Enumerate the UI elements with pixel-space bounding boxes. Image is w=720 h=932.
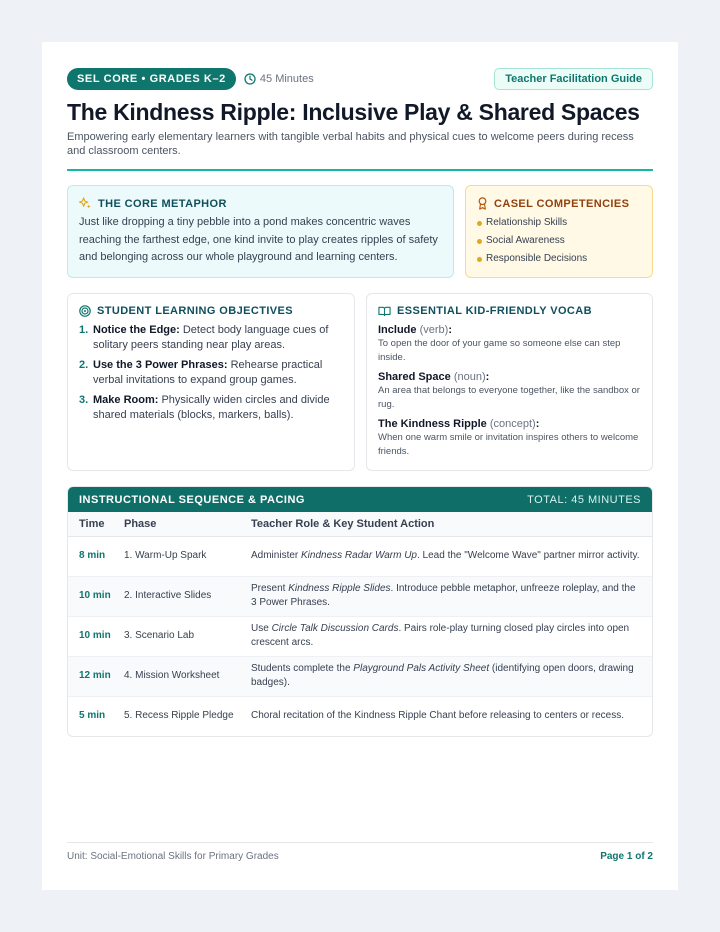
- divider: [67, 169, 653, 171]
- sequence-header: INSTRUCTIONAL SEQUENCE & PACING TOTAL: 45 MINUTES: [68, 487, 652, 512]
- table-row: 12 min 4. Mission Worksheet Students complete the Playground Pals Activity Sheet (identifying open doors, drawing badges).: [68, 656, 652, 696]
- list-item: 1. Notice the Edge: Detect body language cues of solitary peers standing near play areas.: [79, 324, 329, 351]
- guide-badge: Teacher Facilitation Guide: [494, 68, 653, 90]
- vocab-entry: Shared Space (noun): An area that belongs to everyone together, like the sandbox or rug.: [378, 371, 640, 410]
- unit-label: Unit: Social-Emotional Skills for Primary Grades: [67, 851, 279, 862]
- page-title: The Kindness Ripple: Inclusive Play & Shared Spaces: [67, 99, 640, 125]
- list-item: 2. Use the 3 Power Phrases: Rehearse practical verbal invitations to expand group games.: [79, 359, 323, 386]
- casel-list: [477, 214, 641, 268]
- total-time: TOTAL: 45 MINUTES: [527, 493, 641, 506]
- list-item: Relationship Skills: [477, 214, 641, 232]
- sequence-table: [67, 486, 653, 737]
- document-page: [42, 42, 678, 890]
- book-icon: [378, 305, 391, 317]
- objectives-list: [79, 323, 343, 422]
- sparkle-icon: [79, 197, 92, 210]
- metaphor-text: Just like dropping a tiny pebble into a pond makes concentric waves reaching the farthest edge, one kind invite to play creates ripples of safety and belonging across our whole playground and learning centers.: [79, 216, 438, 263]
- vocab-entry: Include (verb): To open the door of your game so someone else can step inside.: [378, 324, 621, 363]
- page-footer: [67, 842, 653, 862]
- metaphor-box: [67, 185, 454, 278]
- vocab-heading: ESSENTIAL KID-FRIENDLY VOCAB: [378, 305, 641, 317]
- award-icon: [477, 197, 488, 210]
- clock-icon: [244, 73, 256, 85]
- casel-heading: CASEL COMPETENCIES: [477, 197, 641, 210]
- vocab-entry: The Kindness Ripple (concept): When one warm smile or invitation inspires others to welcome friends.: [378, 418, 639, 457]
- table-header-row: Time Phase Teacher Role & Key Student Action: [68, 512, 652, 536]
- casel-box: [465, 185, 653, 278]
- list-item: Responsible Decisions: [477, 250, 641, 268]
- metaphor-heading: THE CORE METAPHOR: [79, 197, 442, 210]
- duration-text: 45 Minutes: [259, 73, 314, 85]
- page-subtitle: Empowering early elementary learners with tangible verbal habits and physical cues to welcome peers during recess and classroom centers.: [67, 131, 634, 157]
- table-row: 10 min 2. Interactive Slides Present Kindness Ripple Slides. Introduce pebble metaphor, unfreeze roleplay, and the 3 Power Phrases.: [68, 576, 652, 616]
- vocab-box: [366, 293, 653, 471]
- list-item: Social Awareness: [477, 232, 641, 250]
- table-row: 10 min 3. Scenario Lab Use Circle Talk Discussion Cards. Pairs role-play turning closed play circles into open crescent arcs.: [68, 616, 652, 656]
- objectives-box: [67, 293, 355, 471]
- grade-pill: SEL CORE • GRADES K–2: [67, 68, 236, 90]
- target-icon: [79, 305, 91, 317]
- table-row: 5 min 5. Recess Ripple Pledge Choral recitation of the Kindness Ripple Chant before releasing to centers or recess.: [79, 710, 624, 722]
- page-number: Page 1 of 2: [600, 851, 653, 862]
- table-row: 8 min 1. Warm-Up Spark Administer Kindness Radar Warm Up. Lead the "Welcome Wave" partner mirror activity.: [68, 536, 652, 576]
- objectives-heading: STUDENT LEARNING OBJECTIVES: [79, 305, 343, 317]
- header-top-row: [67, 67, 653, 91]
- list-item: 3. Make Room: Physically widen circles and divide shared materials (blocks, markers, balls).: [79, 394, 330, 421]
- duration: [244, 73, 314, 85]
